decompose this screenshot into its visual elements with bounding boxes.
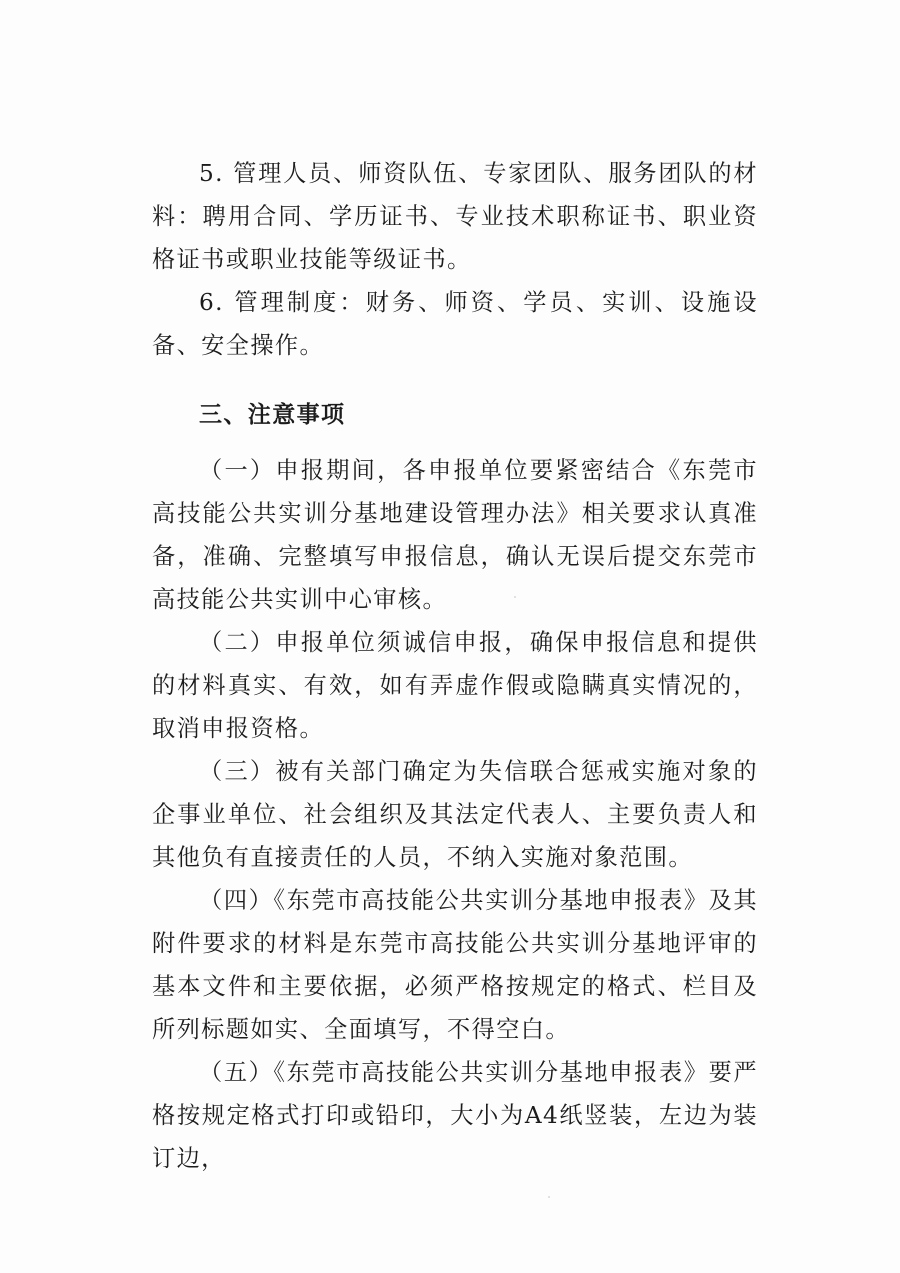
note-4-paragraph: （四）《东莞市高技能公共实训分基地申报表》及其附件要求的材料是东莞市高技能公共实训分基地评审的基本文件和主要依据，必须严格按规定的格式、栏目及所列标题如实、全面填写，不得空白。 <box>152 887 758 1043</box>
item-6-paragraph: 6. 管理制度：财务、师资、学员、实训、设施设备、安全操作。 <box>152 289 758 359</box>
items-continued <box>152 152 758 367</box>
note-2-paragraph: （二）申报单位须诚信申报，确保申报信息和提供的材料真实、有效，如有弄虚作假或隐瞒真实情况的，取消申报资格。 <box>152 629 758 742</box>
section-heading: 三、注意事项 <box>199 402 346 428</box>
item-5-paragraph: 5. 管理人员、师资队伍、专家团队、服务团队的材料：聘用合同、学历证书、专业技术职称证书、职业资格证书或职业技能等级证书。 <box>152 160 758 273</box>
note-1-paragraph: （一）申报期间，各申报单位要紧密结合《东莞市高技能公共实训分基地建设管理办法》相关要求认真准备，准确、完整填写申报信息，确认无误后提交东莞市高技能公共实训中心审核。 <box>152 457 758 613</box>
scan-speck <box>514 596 516 598</box>
note-5-paragraph: （五）《东莞市高技能公共实训分基地申报表》要严格按规定格式打印或铅印，大小为A4纸竖装，左边为装订边， <box>152 1059 758 1172</box>
scan-speck <box>548 1196 550 1198</box>
notes-section <box>152 449 758 1180</box>
note-3-paragraph: （三）被有关部门确定为失信联合惩戒实施对象的企事业单位、社会组织及其法定代表人、主要负责人和其他负有直接责任的人员，不纳入实施对象范围。 <box>152 758 758 871</box>
